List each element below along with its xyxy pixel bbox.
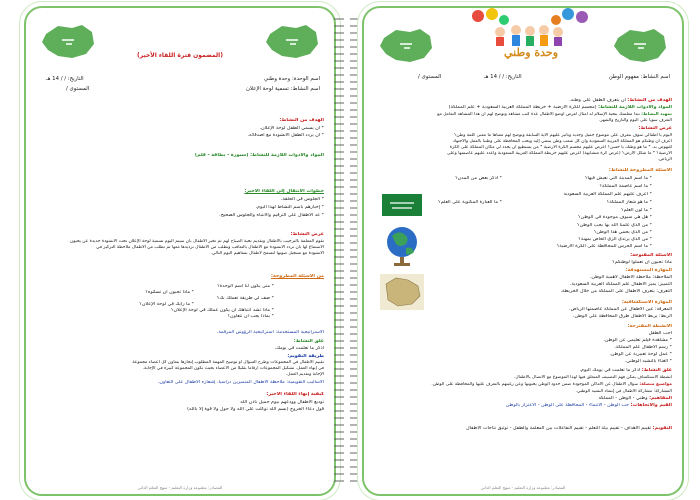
materials: المواد والأدوات اللازمة للنشاط: (سبورة - بطاقة - قلم) [194,153,324,158]
values-row [374,403,672,409]
date-label: التاريخ: / / 14 هـ [484,74,522,80]
show-heading: عرض النشاط: [290,232,324,237]
date-label: التاريخ: / / 14 هـ [46,76,84,82]
question-item: * ما هو شعار المملكة؟ [606,200,652,205]
steps-heading: خطوات الانتقال إلى اللقاء الأخير: [244,189,324,194]
right-page [362,6,684,496]
followup-heading: الأسئلة المفتوحة: [630,253,672,258]
learning-text: أحب الطفل [648,331,672,336]
learning-text: * مشاهدة فيلم تعليمي عن الوطن. [603,338,672,343]
show-text: أعرف أن وطنكم هو المملكة العربية السعودية وأن كل شعب وطن ينتمي إليه ويحب المحافظة على وطننا بالعمل والاجتهاد [452,139,672,144]
show-text: تقوم المعلمة بالترحيب بالأطفال وتقديم تحية الصباح لهم ثم تخبر الأطفال بأن سيتم اليوم تسمية لوحة الإعلان تحت الأنشودة جديدة عن يحيون [70,239,324,244]
spiral-binding [334,18,344,482]
question-item: * ما رأيك في لوحة الإعلان؟ [139,302,194,307]
ext-text: المشاركة: مشاركة الأطفال في إنشاد النشيد الوطني. [575,389,672,394]
goal-item: * أن يسمي الطفل لوحة الإعلان. [259,126,324,131]
question-item: * من الذي يحمي هذا الوطن؟ [593,230,652,235]
questions-heading: الأسئلة المطروحة للنشاط: [608,168,672,173]
intro-text: التعرف سوياً على اليوم والتاريخ والشهر. [598,118,672,123]
children-balloons-illustration-icon [464,8,594,48]
concepts-heading: المفاهيم: [649,396,672,401]
goal-heading: الهدف من النشاط: [279,118,324,123]
level-label: المستوى / [66,86,90,92]
eval-final-heading: التقويم: [652,426,672,431]
show-text: اليوم يا أطفالي سوف نتعرف على موضوع جميل وجديد وتأثير عليهم الآية السابقة وتوضح لهم معناها ما معنى كلمة وطن؟ [454,133,672,138]
closing-row [374,368,672,374]
show-text: الاستماع لها بأن تردد الأنشودة مع الأطفال بالتعاقب وتطلب من الأطفال ترديدها معها ثم تطلب من الأطفال ملاحظة التركيز في [96,245,324,250]
eval-heading: المهارة الاستكشافية: [621,300,672,305]
goal-heading: الهدف من النشاط: [627,98,672,103]
concepts-row [374,396,672,402]
materials-text: (مجسم للكرة الأرضية + خريطة المملكة العربية السعودية + علم المملكة) [448,105,597,110]
intro-text: تبدأ معلمتك بتحية الإسلام له أمثال لعرض أوضع الأطفال عدة كتب مشاهد وتوضح لهم أن هذا المشاهد التعامل مع [437,112,640,117]
show-text: الأنشودة مع تسجيل صوتها لتسمح لأطفال بمفاهيم اليوم التالي. [210,251,324,256]
unit-label: اسم الوحدة: وحدة وطني [263,76,320,82]
ext-text: سؤال الأطفال عن الأماكن الموجودة ضمن حدود الوطن يحبونها وعن رغبتهم بالتعرف عليها والمحافظة على الوطن. [431,382,638,387]
question-item: * متى يكون لنا اسم الوحدة؟ [217,284,274,289]
spiral-binding [350,18,360,482]
ext-row [374,382,672,388]
show-text: الأرضية؟ * ما شكل الأرض؟ (عرض كرة متشابهة) أعرض عليهم خريطة المملكة العربية السعودية وأعدد عليهم عاصمتها وعلى [446,151,672,156]
questions-heading: من الأسئلة المطروحة: [271,274,324,279]
materials-heading: المواد والأدوات اللازمة للنشاط: [598,105,672,110]
concepts-text: وطني - الوطن - المملكة [598,396,648,401]
question-item: * ماذا تحبون أن تسمّوه؟ [145,290,194,295]
question-item: * صف لي طريقة تعملك بك؟ [216,296,274,301]
followup-text: ماذا تحبون أن تعملوا لوطنكم؟ [612,260,672,265]
question-item: * من الذي علمنا الله بها بحب الوطن؟ [577,223,652,228]
page-title: (المضمون فترة اللقاء الأخير) [137,52,223,59]
activities-text: التعرف: يتعرف الأطفال على المملكة من خلال الخريطة. [560,289,672,294]
end-text: قول دعاء الخروج (بسم الله توكلت على الله ولا حول ولا قوة إلا بالله) [187,407,324,412]
closing-text: أنشطة الاستكشاف يمكن فهم التصنيف المتعلق فيها لهذا الموضوع مع الاتصال بالأطفال. [513,375,672,380]
question-item: * ما اسم عاصمة المملكة؟ [599,184,652,189]
question-item: * ما اسم المدينة التي نعيش فيها؟ [585,176,652,181]
end-heading: كيفية إنهاء اللقاء الأخير: [266,392,324,397]
activities-text: التمييز: يميز الأطفال علم المملكة العربية السعودية. [569,282,672,287]
question-item: * ما العبارة المكتوبة على العلم؟ [438,200,502,205]
closing-text: اذكر ما تعلمت في يومك اليوم. [579,368,641,373]
values-text: حب الوطن - الانتماء - المحافظة على الوطن - الاعتزاز بالوطن [505,403,630,408]
step-item: * الجلوس في الحلقة. [280,197,324,202]
step-item: * عد الأطفال على الترقيم والانتباه والجلوس الصحيح. [219,213,324,218]
learning-text: * رسم الأطفال علم المملكة. [614,345,672,350]
left-page [24,6,336,496]
question-item: * ما لون العلم؟ [621,208,652,213]
question-item: * أعرف عليهم علم المملكة العربية السعودية [563,192,652,197]
question-item: * هل هي سيوف موجودة في الوطن؟ [578,215,652,220]
activities-heading: المهارة المستهدفة: [625,268,672,273]
eval-text: الإجابة وتقديم العمل. [285,372,324,377]
strategy: الاستراتيجية المستخدمة: استراتيجية الرؤوس المرقمة. [216,330,324,335]
eval-text: تقييم الأطفال في المجموعات وطرح السؤال أو توضيح المهمة المطلوب إنجازها بتعاون كل أعضاء مجموعة [132,360,324,365]
eval-final-text: تقييم الأهداف - تقييم بيئة التعلم - تقييم التفاعلات بين المعلمة والطفل - توثيق نتاجات الأطفال [466,426,652,431]
goal-item: * أن يردد الطفل الأنشودة مع أصدقائه. [247,133,324,138]
saudi-map-logo-icon [376,26,436,66]
ext-heading: مواضيع متصلة: [639,382,672,387]
intro-heading: تمهيد النشاط: [641,112,672,117]
activity-label: اسم النشاط: تسمية لوحة الإعلان [245,86,320,92]
footer: المصادر: مطبوعة وزارة التعليم - منهج التعلم الذاتي [480,485,566,490]
saudi-map-logo-icon [610,26,670,66]
show-heading: عرض النشاط: [638,126,672,131]
banner-title: وحدة وطني [503,46,559,59]
learning-text: * عمل لوحة تعبيرية عن الوطن. [609,352,672,357]
materials-row [374,105,672,111]
question-item: * ما اسم الحرس للمحافظة على الكرة الأرضية؟ [556,244,652,249]
activities-text: الملاحظة: ملاحظة الأطفال لأهمية الوطن. [589,275,672,280]
step-item: * إخبارهم باسم النشاط لهذا اليوم. [255,205,324,210]
goal-row [374,98,672,104]
end-text: توديع الأطفال وودعهم بيوم جميل بأذن الله [240,400,324,405]
show-text: للنهوض به. * ما هو وطنك يا حسن؟ أعرض عليهم مجسم الكرة الأرضية * من يستطيع أن يحدد لي مكان المملكة على الكرة [449,145,672,150]
level-label: المستوى / [418,74,442,80]
eval-final-row [374,426,672,432]
learning-heading: الأنشطة المقترحة: [627,324,672,329]
closing-text: اذكر ما تعلمت في يومك. [274,346,324,351]
saudi-flag-icon [382,194,422,216]
activity-label: اسم النشاط: مفهوم الوطن [608,74,670,80]
learning-text: * الغناء بالنشيد الوطني. [624,359,672,364]
eval-heading: طريقة التقويم: [287,354,324,359]
goal-text: أن يتعرف الطفل على وطنه. [569,98,626,103]
extension: الأساليب التقويمية: ملاحظة الأطفال المتميزين دراسياً. إشعاره الأطفال على التعاون. [157,380,324,385]
question-item: * ماذا تشد انتباهك أن يكون عملك في لوحة الإعلان؟ [170,308,274,313]
question-item: * أذكر بعض من المدن؟ [455,176,502,181]
eval-text: المعرفة: عين الأطفال عن المملكة عاصمتها الرياض. [569,307,672,312]
eval-text: الربط: يربط الأطفال طرق المحافظة على الوطن. [572,314,672,319]
closing-heading: غلق النشاط: [293,339,324,344]
eval-text: في إنهاء العمل. تشكيل المجموعات أرقاماً بقليلاً من الأعضاء بحيث تكون المجموعة كبيرة في الإجابة. [142,366,324,371]
footer: المصادر: مطبوعة وزارة التعليم - منهج التعلم الذاتي [137,485,223,490]
question-item: * من الذي يرتدي الزي الخاص بمهنة؟ [578,237,652,242]
closing-heading: غلق النشاط: [641,368,672,373]
question-item: * بماذا يجب أن نتعاون؟ [227,314,274,319]
show-text: الرياض. [657,157,672,162]
values-heading: القيم والاتجاهات: [630,403,672,408]
